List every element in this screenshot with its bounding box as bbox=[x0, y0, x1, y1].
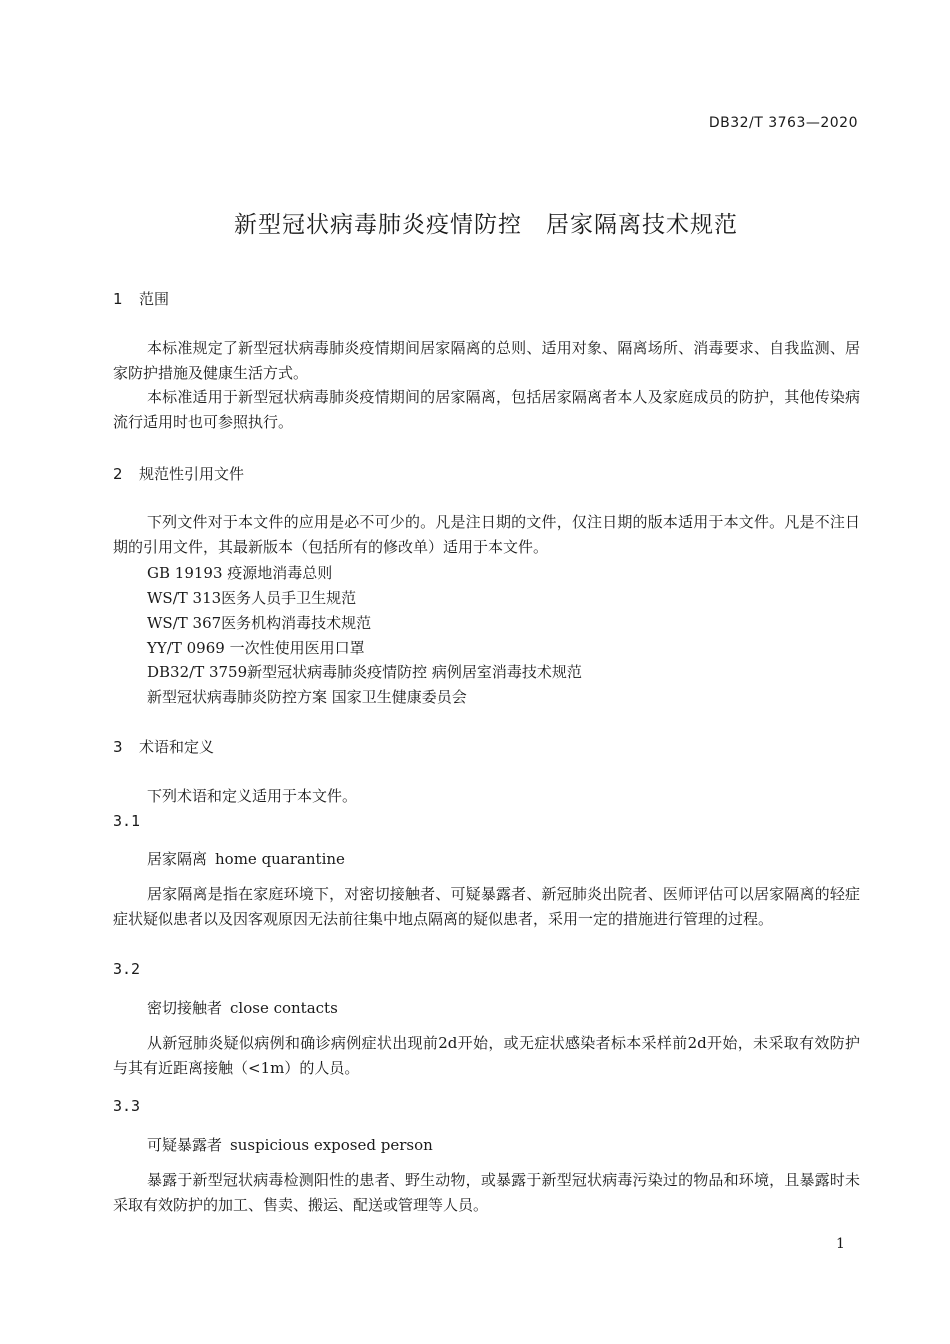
term-number: 3.3 bbox=[113, 1097, 141, 1115]
reference-item: 新型冠状病毒肺炎防控方案 国家卫生健康委员会 bbox=[147, 688, 467, 706]
section-3-heading bbox=[113, 736, 214, 757]
section-number: 1 bbox=[113, 290, 123, 308]
term-definition: 从新冠肺炎疑似病例和确诊病例症状出现前2d开始，或无症状感染者标本采样前2d开始，未采取有效防护与其有近距离接触（<1m）的人员。 bbox=[113, 1034, 860, 1077]
reference-item: YY/T 0969 一次性使用医用口罩 bbox=[147, 639, 365, 657]
term-number: 3.2 bbox=[113, 960, 141, 978]
page-number: 1 bbox=[836, 1236, 845, 1252]
term-english: suspicious exposed person bbox=[230, 1136, 433, 1154]
term-definition: 暴露于新型冠状病毒检测阳性的患者、野生动物，或暴露于新型冠状病毒污染过的物品和环境，且暴露时未采取有效防护的加工、售卖、搬运、配送或管理等人员。 bbox=[113, 1171, 860, 1214]
section-1-heading bbox=[113, 288, 169, 309]
term-chinese: 可疑暴露者 bbox=[147, 1136, 223, 1154]
term-english: close contacts bbox=[230, 999, 338, 1017]
document-title: 新型冠状病毒肺炎疫情防控 居家隔离技术规范 bbox=[234, 212, 738, 238]
reference-item: GB 19193 疫源地消毒总则 bbox=[147, 564, 333, 582]
term-english: home quarantine bbox=[215, 850, 345, 868]
term-number: 3.1 bbox=[113, 812, 141, 830]
term-heading bbox=[147, 997, 338, 1018]
reference-item: DB32/T 3759新型冠状病毒肺炎疫情防控 病例居室消毒技术规范 bbox=[147, 663, 582, 681]
section-title: 术语和定义 bbox=[139, 738, 215, 756]
term-chinese: 密切接触者 bbox=[147, 999, 223, 1017]
term-chinese: 居家隔离 bbox=[147, 850, 208, 868]
section-title: 范围 bbox=[139, 290, 170, 308]
section-title: 规范性引用文件 bbox=[139, 465, 245, 483]
section-1-paragraph-1: 本标准规定了新型冠状病毒肺炎疫情期间居家隔离的总则、适用对象、隔离场所、消毒要求、自我监测、居家防护措施及健康生活方式。 bbox=[113, 339, 860, 382]
standard-code: DB32/T 3763—2020 bbox=[708, 115, 858, 131]
section-2-intro: 下列文件对于本文件的应用是必不可少的。凡是注日期的文件，仅注日期的版本适用于本文件。凡是不注日期的引用文件，其最新版本（包括所有的修改单）适用于本文件。 bbox=[113, 513, 860, 556]
section-2-heading bbox=[113, 463, 244, 484]
reference-item: WS/T 313医务人员手卫生规范 bbox=[147, 589, 357, 607]
term-definition: 居家隔离是指在家庭环境下，对密切接触者、可疑暴露者、新冠肺炎出院者、医师评估可以居家隔离的轻症症状疑似患者以及因客观原因无法前往集中地点隔离的疑似患者，采用一定的措施进行管理的过程。 bbox=[113, 885, 860, 928]
section-number: 2 bbox=[113, 465, 123, 483]
reference-item: WS/T 367医务机构消毒技术规范 bbox=[147, 614, 372, 632]
section-1-paragraph-2: 本标准适用于新型冠状病毒肺炎疫情期间的居家隔离，包括居家隔离者本人及家庭成员的防护，其他传染病流行适用时也可参照执行。 bbox=[113, 388, 860, 431]
section-number: 3 bbox=[113, 738, 123, 756]
term-heading bbox=[147, 848, 345, 869]
section-3-intro: 下列术语和定义适用于本文件。 bbox=[147, 787, 358, 805]
term-heading bbox=[147, 1134, 433, 1155]
